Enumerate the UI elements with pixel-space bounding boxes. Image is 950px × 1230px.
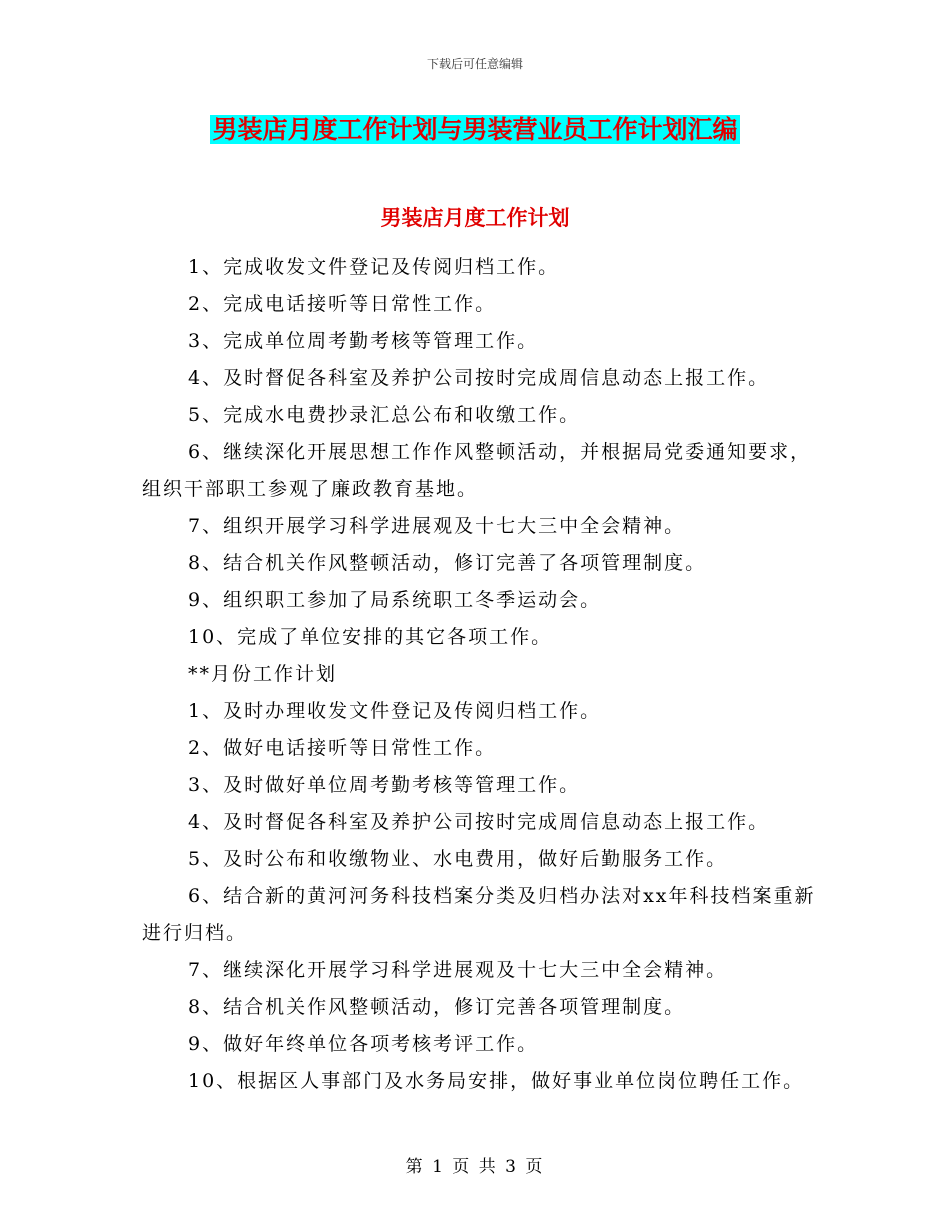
paragraph: 3、完成单位周考勤考核等管理工作。 xyxy=(188,330,539,352)
paragraph: 1、完成收发文件登记及传阅归档工作。 xyxy=(188,256,560,278)
paragraph: 5、完成水电费抄录汇总公布和收缴工作。 xyxy=(188,404,581,426)
paragraph: 10、完成了单位安排的其它各项工作。 xyxy=(188,626,553,648)
document-title-text: 男装店月度工作计划与男装营业员工作计划汇编 xyxy=(212,115,738,144)
paragraph: 9、组织职工参加了局系统职工冬季运动会。 xyxy=(188,589,602,611)
paragraph: 8、结合机关作风整顿活动，修订完善了各项管理制度。 xyxy=(188,552,707,574)
paragraph: 1、及时办理收发文件登记及传阅归档工作。 xyxy=(188,700,602,722)
paragraph: 2、做好电话接听等日常性工作。 xyxy=(188,737,497,759)
document-title xyxy=(0,113,950,147)
paragraph: 5、及时公布和收缴物业、水电费用，做好后勤服务工作。 xyxy=(188,848,728,870)
paragraph: **月份工作计划 xyxy=(188,663,338,685)
header-note: 下载后可任意编辑 xyxy=(426,57,523,71)
paragraph: 7、继续深化开展学习科学进展观及十七大三中全会精神。 xyxy=(188,959,728,981)
paragraph: 2、完成电话接听等日常性工作。 xyxy=(188,293,497,315)
paragraph: 10、根据区人事部门及水务局安排，做好事业单位岗位聘任工作。 xyxy=(188,1070,805,1092)
paragraph: 6、继续深化开展思想工作作风整顿活动，并根据局党委通知要求，组织干部职工参观了廉政教育基地。 xyxy=(142,441,812,500)
section-title: 男装店月度工作计划 xyxy=(380,205,570,230)
paragraph: 6、结合新的黄河河务科技档案分类及归档办法对xx年科技档案重新进行归档。 xyxy=(142,885,816,944)
paragraph: 4、及时督促各科室及养护公司按时完成周信息动态上报工作。 xyxy=(188,367,770,389)
document-body xyxy=(142,249,822,1100)
paragraph: 8、结合机关作风整顿活动，修订完善各项管理制度。 xyxy=(188,996,686,1018)
paragraph: 4、及时督促各科室及养护公司按时完成周信息动态上报工作。 xyxy=(188,811,770,833)
page-footer: 第 1 页 共 3 页 xyxy=(405,1157,545,1177)
paragraph: 3、及时做好单位周考勤考核等管理工作。 xyxy=(188,774,581,796)
paragraph: 9、做好年终单位各项考核考评工作。 xyxy=(188,1033,539,1055)
paragraph: 7、组织开展学习科学进展观及十七大三中全会精神。 xyxy=(188,515,686,537)
